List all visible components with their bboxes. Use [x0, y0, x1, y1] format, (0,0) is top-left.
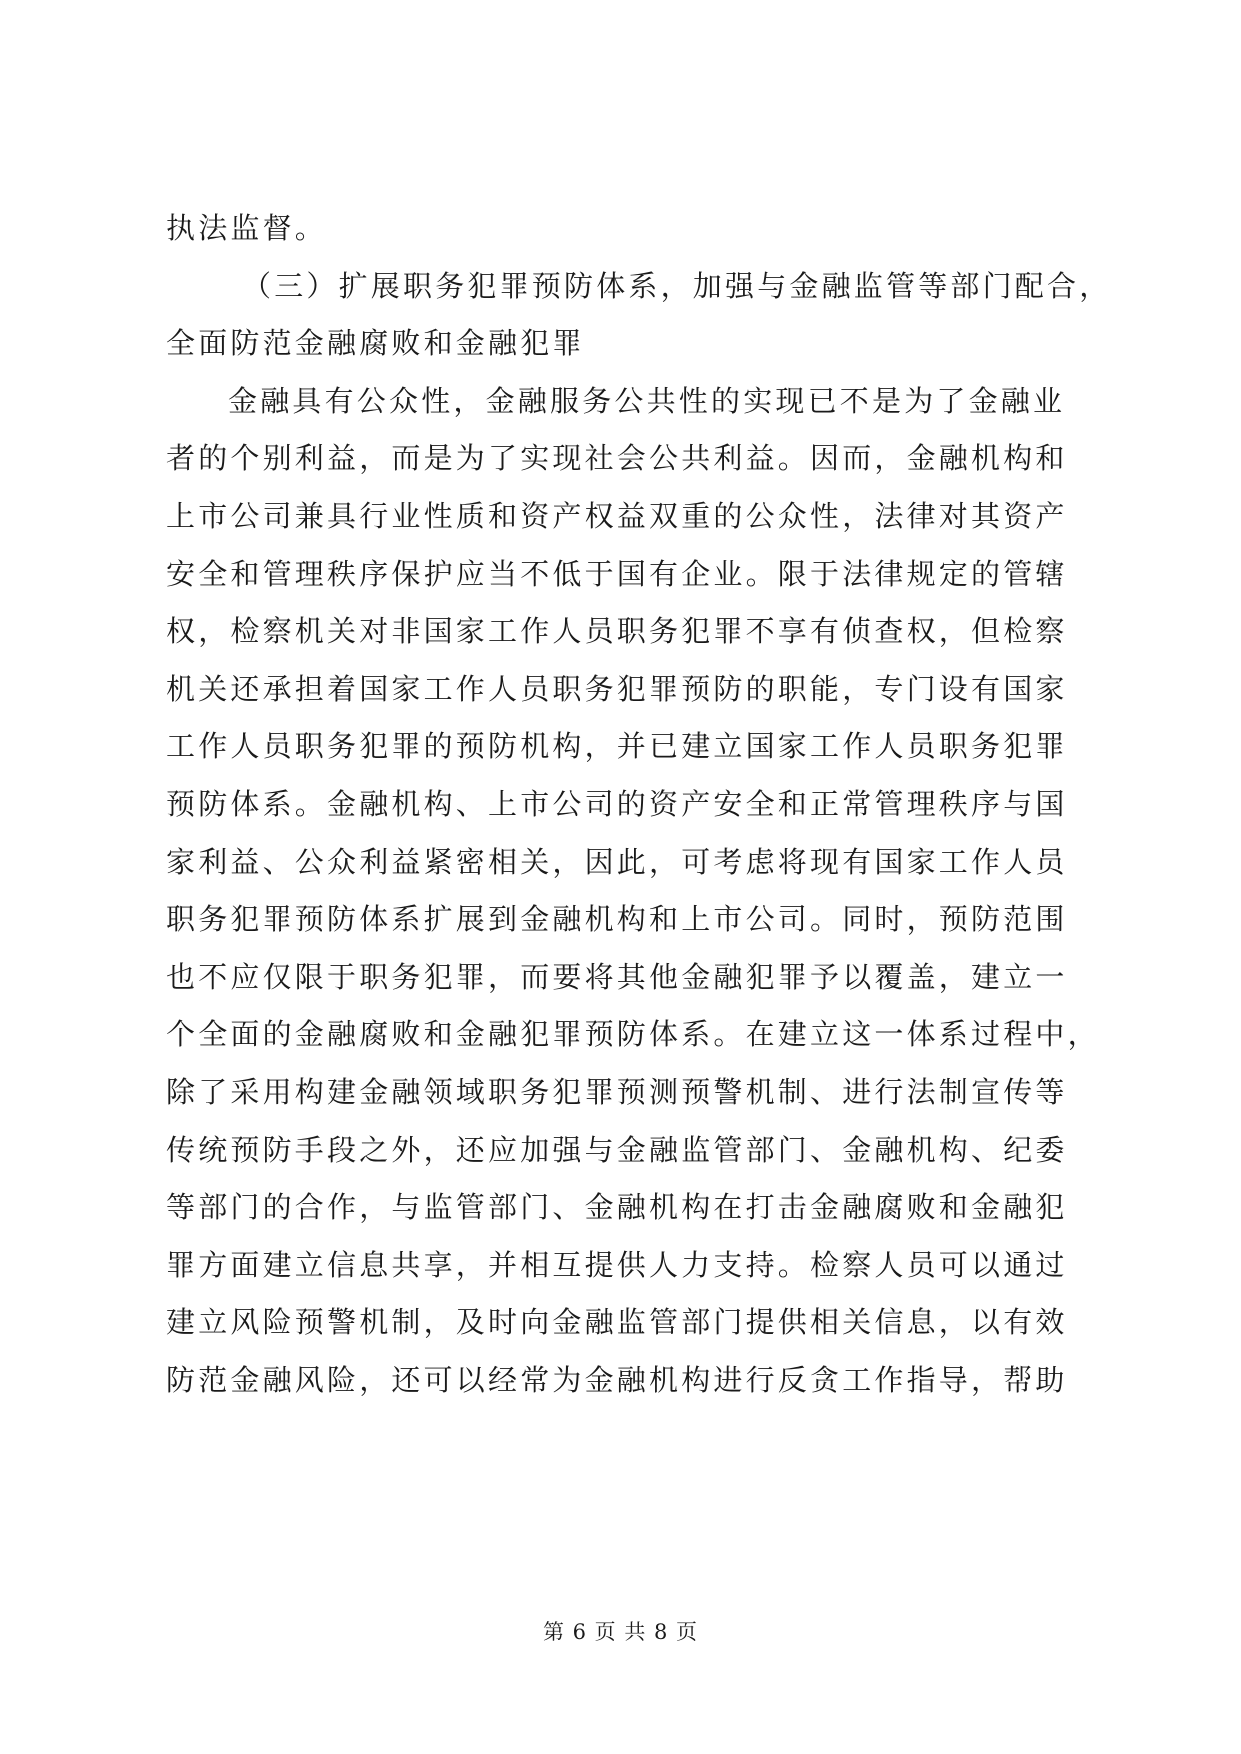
paragraph-line: 个全面的金融腐败和金融犯罪预防体系。在建立这一体系过程中，: [166, 1017, 1100, 1052]
paragraph-line: 等部门的合作，与监管部门、金融机构在打击金融腐败和金融犯: [166, 1190, 1068, 1225]
paragraph-line: 执法监督。: [166, 211, 328, 245]
paragraph-line: 安全和管理秩序保护应当不低于国有企业。限于法律规定的管辖: [166, 556, 1068, 591]
paragraph-line: 除了采用构建金融领域职务犯罪预测预警机制、进行法制宣传等: [166, 1074, 1068, 1109]
paragraph-line: 预防体系。金融机构、上市公司的资产安全和正常管理秩序与国: [166, 786, 1068, 821]
paragraph-line: 工作人员职务犯罪的预防机构，并已建立国家工作人员职务犯罪: [166, 729, 1068, 764]
paragraph-line: 权，检察机关对非国家工作人员职务犯罪不享有侦查权，但检察: [166, 614, 1068, 649]
paragraph-line: 职务犯罪预防体系扩展到金融机构和上市公司。同时，预防范围: [166, 902, 1068, 937]
paragraph-line: 罪方面建立信息共享，并相互提供人力支持。检察人员可以通过: [166, 1247, 1068, 1282]
paragraph-line: 上市公司兼具行业性质和资产权益双重的公众性，法律对其资产: [166, 498, 1068, 533]
paragraph-line: 机关还承担着国家工作人员职务犯罪预防的职能，专门设有国家: [166, 671, 1068, 706]
paragraph-line: 防范金融风险，还可以经常为金融机构进行反贪工作指导，帮助: [166, 1362, 1068, 1397]
paragraph-line: 传统预防手段之外，还应加强与金融监管部门、金融机构、纪委: [166, 1132, 1068, 1167]
section-heading-line: 全面防范金融腐败和金融犯罪: [166, 326, 585, 361]
paragraph-line: 家利益、公众利益紧密相关，因此，可考虑将现有国家工作人员: [166, 844, 1068, 879]
page-number-footer: 第 6 页 共 8 页: [542, 1620, 699, 1644]
section-heading-line: （三）扩展职务犯罪预防体系，加强与金融监管等部门配合，: [242, 268, 1112, 303]
paragraph-line: 也不应仅限于职务犯罪，而要将其他金融犯罪予以覆盖，建立一: [166, 959, 1068, 994]
paragraph-line: 者的个别利益，而是为了实现社会公共利益。因而，金融机构和: [166, 441, 1068, 476]
body-text: [166, 200, 1112, 1409]
paragraph-line: 建立风险预警机制，及时向金融监管部门提供相关信息，以有效: [166, 1305, 1068, 1340]
paragraph-line: 金融具有公众性，金融服务公共性的实现已不是为了金融业: [228, 383, 1066, 418]
